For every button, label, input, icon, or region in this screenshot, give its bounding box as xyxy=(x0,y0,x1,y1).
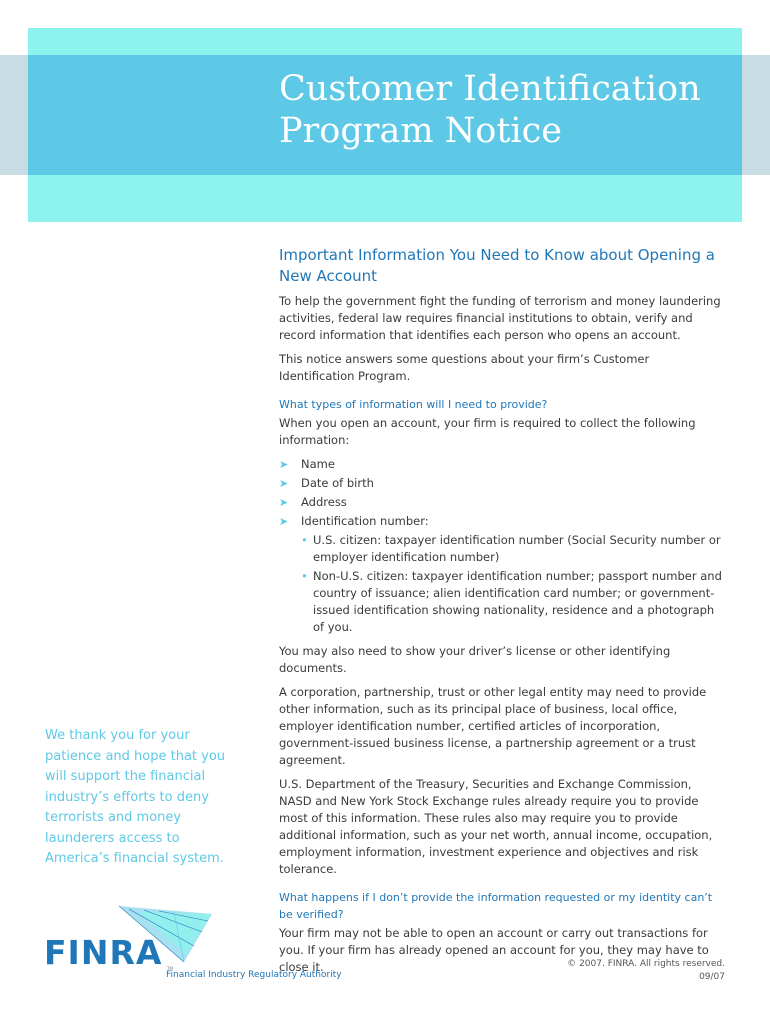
regulations-paragraph: U.S. Department of the Treasury, Securities and Exchange Commission, NASD and New York Stock Exchange rules already require you to provide most of this information. These rules also may require you to provide additional information, such as your net worth, annual income, occupation, employment information, investment experience and objectives and risk tolerance. xyxy=(279,777,713,876)
page-title-line-1: Customer Identification xyxy=(279,69,701,109)
publication-date: 09/07 xyxy=(699,972,725,982)
arrow-bullet-icon: ➤ xyxy=(279,477,289,490)
question-1-heading: What types of information will I need to provide? xyxy=(279,398,548,411)
sidebar-quote: We thank you for your patience and hope that you will support the financial industry’s efforts to deny terrorists and money launderers access to America’s financial system. xyxy=(45,728,226,866)
identification-sublist xyxy=(301,532,727,636)
list-item-label: Name xyxy=(301,457,335,471)
question-2-heading: What happens if I don’t provide the information requested or my identity can’t be verified? xyxy=(279,891,713,921)
sub-list-item-label: U.S. citizen: taxpayer identification number (Social Security number or employer identification number) xyxy=(313,533,721,564)
question-2-answer: Your firm may not be able to open an account or carry out transactions for you. If your firm has already opened an account for you, they may have to close it. xyxy=(279,926,709,974)
sub-list-item xyxy=(301,532,727,566)
list-item-label: Address xyxy=(301,495,347,509)
list-item xyxy=(279,494,727,511)
intro-paragraph-1: To help the government fight the funding of terrorism and money laundering activities, federal law requires financial institutions to obtain, verify and record information that identifies each person who opens an account. xyxy=(279,294,721,342)
logo-tagline: Financial Industry Regulatory Authority xyxy=(166,970,342,980)
list-item xyxy=(279,475,727,492)
list-item xyxy=(279,513,727,636)
license-paragraph: You may also need to show your driver’s license or other identifying documents. xyxy=(279,644,671,675)
required-info-list xyxy=(279,456,727,636)
main-content xyxy=(279,245,727,983)
dot-bullet-icon: • xyxy=(301,533,308,547)
dot-bullet-icon: • xyxy=(301,569,308,583)
arrow-bullet-icon: ➤ xyxy=(279,458,289,471)
section-heading: Important Information You Need to Know about Opening a New Account xyxy=(279,246,715,285)
arrow-bullet-icon: ➤ xyxy=(279,496,289,509)
intro-paragraph-2: This notice answers some questions about your firm’s Customer Identification Program. xyxy=(279,352,650,383)
list-item xyxy=(279,456,727,473)
page-title xyxy=(279,68,739,152)
arrow-bullet-icon: ➤ xyxy=(279,515,289,528)
footer xyxy=(567,958,725,984)
copyright-text: © 2007. FINRA. All rights reserved. xyxy=(567,959,725,969)
corporation-paragraph: A corporation, partnership, trust or other legal entity may need to provide other information, such as its principal place of business, local office, employer identification number, certified articles of incorporation, government-issued business license, a partnership agreement or a trust agreement. xyxy=(279,685,707,767)
list-item-label: Date of birth xyxy=(301,476,374,490)
page-title-line-2: Program Notice xyxy=(279,111,562,151)
question-1-answer: When you open an account, your firm is required to collect the following information: xyxy=(279,416,696,447)
finra-wordmark: FINRA xyxy=(44,933,163,972)
sub-list-item-label: Non-U.S. citizen: taxpayer identification number; passport number and country of issuance; alien identification card number; or government-issued identification showing nationality, residence and a photograph of you. xyxy=(313,569,722,634)
sub-list-item xyxy=(301,568,727,636)
trademark-mark: TM xyxy=(167,966,173,971)
list-item-label: Identification number: xyxy=(301,514,429,528)
